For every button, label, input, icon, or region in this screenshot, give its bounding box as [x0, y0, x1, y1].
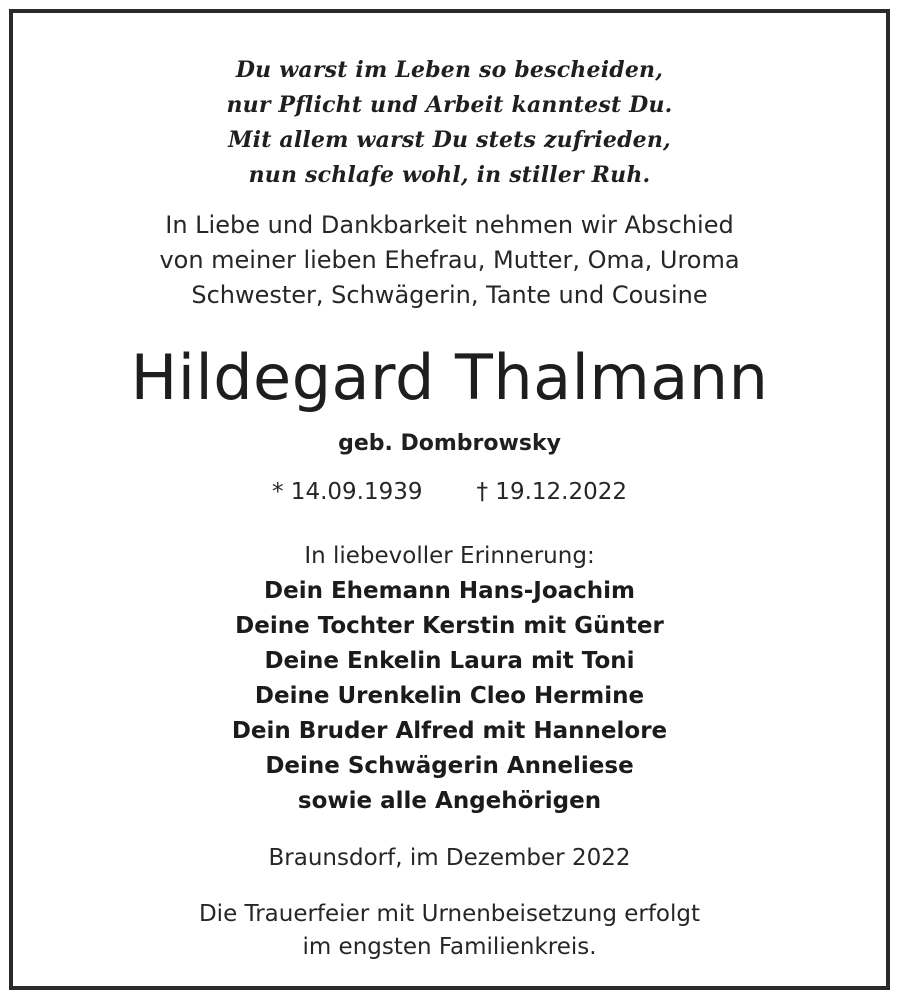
intro-line-2: von meiner lieben Ehefrau, Mutter, Oma, Uroma	[159, 246, 740, 274]
mourner-7: sowie alle Angehörigen	[297, 788, 602, 814]
intro-line-3: Schwester, Schwägerin, Tante und Cousine	[191, 281, 708, 309]
death-date: † 19.12.2022	[476, 479, 627, 505]
birth-name: geb. Dombrowsky	[338, 431, 561, 456]
mourner-3: Deine Enkelin Laura mit Toni	[264, 648, 635, 674]
mourner-4: Deine Urenkelin Cleo Hermine	[254, 683, 645, 709]
poem-line-2: nur Pflicht und Arbeit kanntest Du.	[226, 92, 673, 118]
mourner-5: Dein Bruder Alfred mit Hannelore	[231, 718, 668, 744]
life-dates	[13, 479, 886, 505]
poem-line-3: Mit allem warst Du stets zufrieden,	[228, 127, 671, 153]
funeral-notice-line-2: im engsten Familienkreis.	[302, 934, 597, 960]
poem-line-1: Du warst im Leben so bescheiden,	[235, 57, 664, 83]
place-date: Braunsdorf, im Dezember 2022	[268, 845, 631, 871]
funeral-notice-line-1: Die Trauerfeier mit Urnenbeisetzung erfolgt	[198, 901, 701, 927]
deceased-name: Hildegard Thalmann	[130, 341, 769, 414]
memory-heading: In liebevoller Erinnerung:	[304, 543, 595, 569]
birth-date: * 14.09.1939	[272, 479, 423, 505]
mourner-2: Deine Tochter Kerstin mit Günter	[235, 613, 664, 639]
mourner-6: Deine Schwägerin Anneliese	[265, 753, 634, 779]
obituary-content	[13, 13, 886, 986]
mourner-1: Dein Ehemann Hans-Joachim	[264, 578, 635, 604]
obituary-frame	[9, 9, 890, 990]
intro-line-1: In Liebe und Dankbarkeit nehmen wir Abschied	[165, 211, 734, 239]
poem-line-4: nun schlafe wohl, in stiller Ruh.	[248, 162, 651, 188]
